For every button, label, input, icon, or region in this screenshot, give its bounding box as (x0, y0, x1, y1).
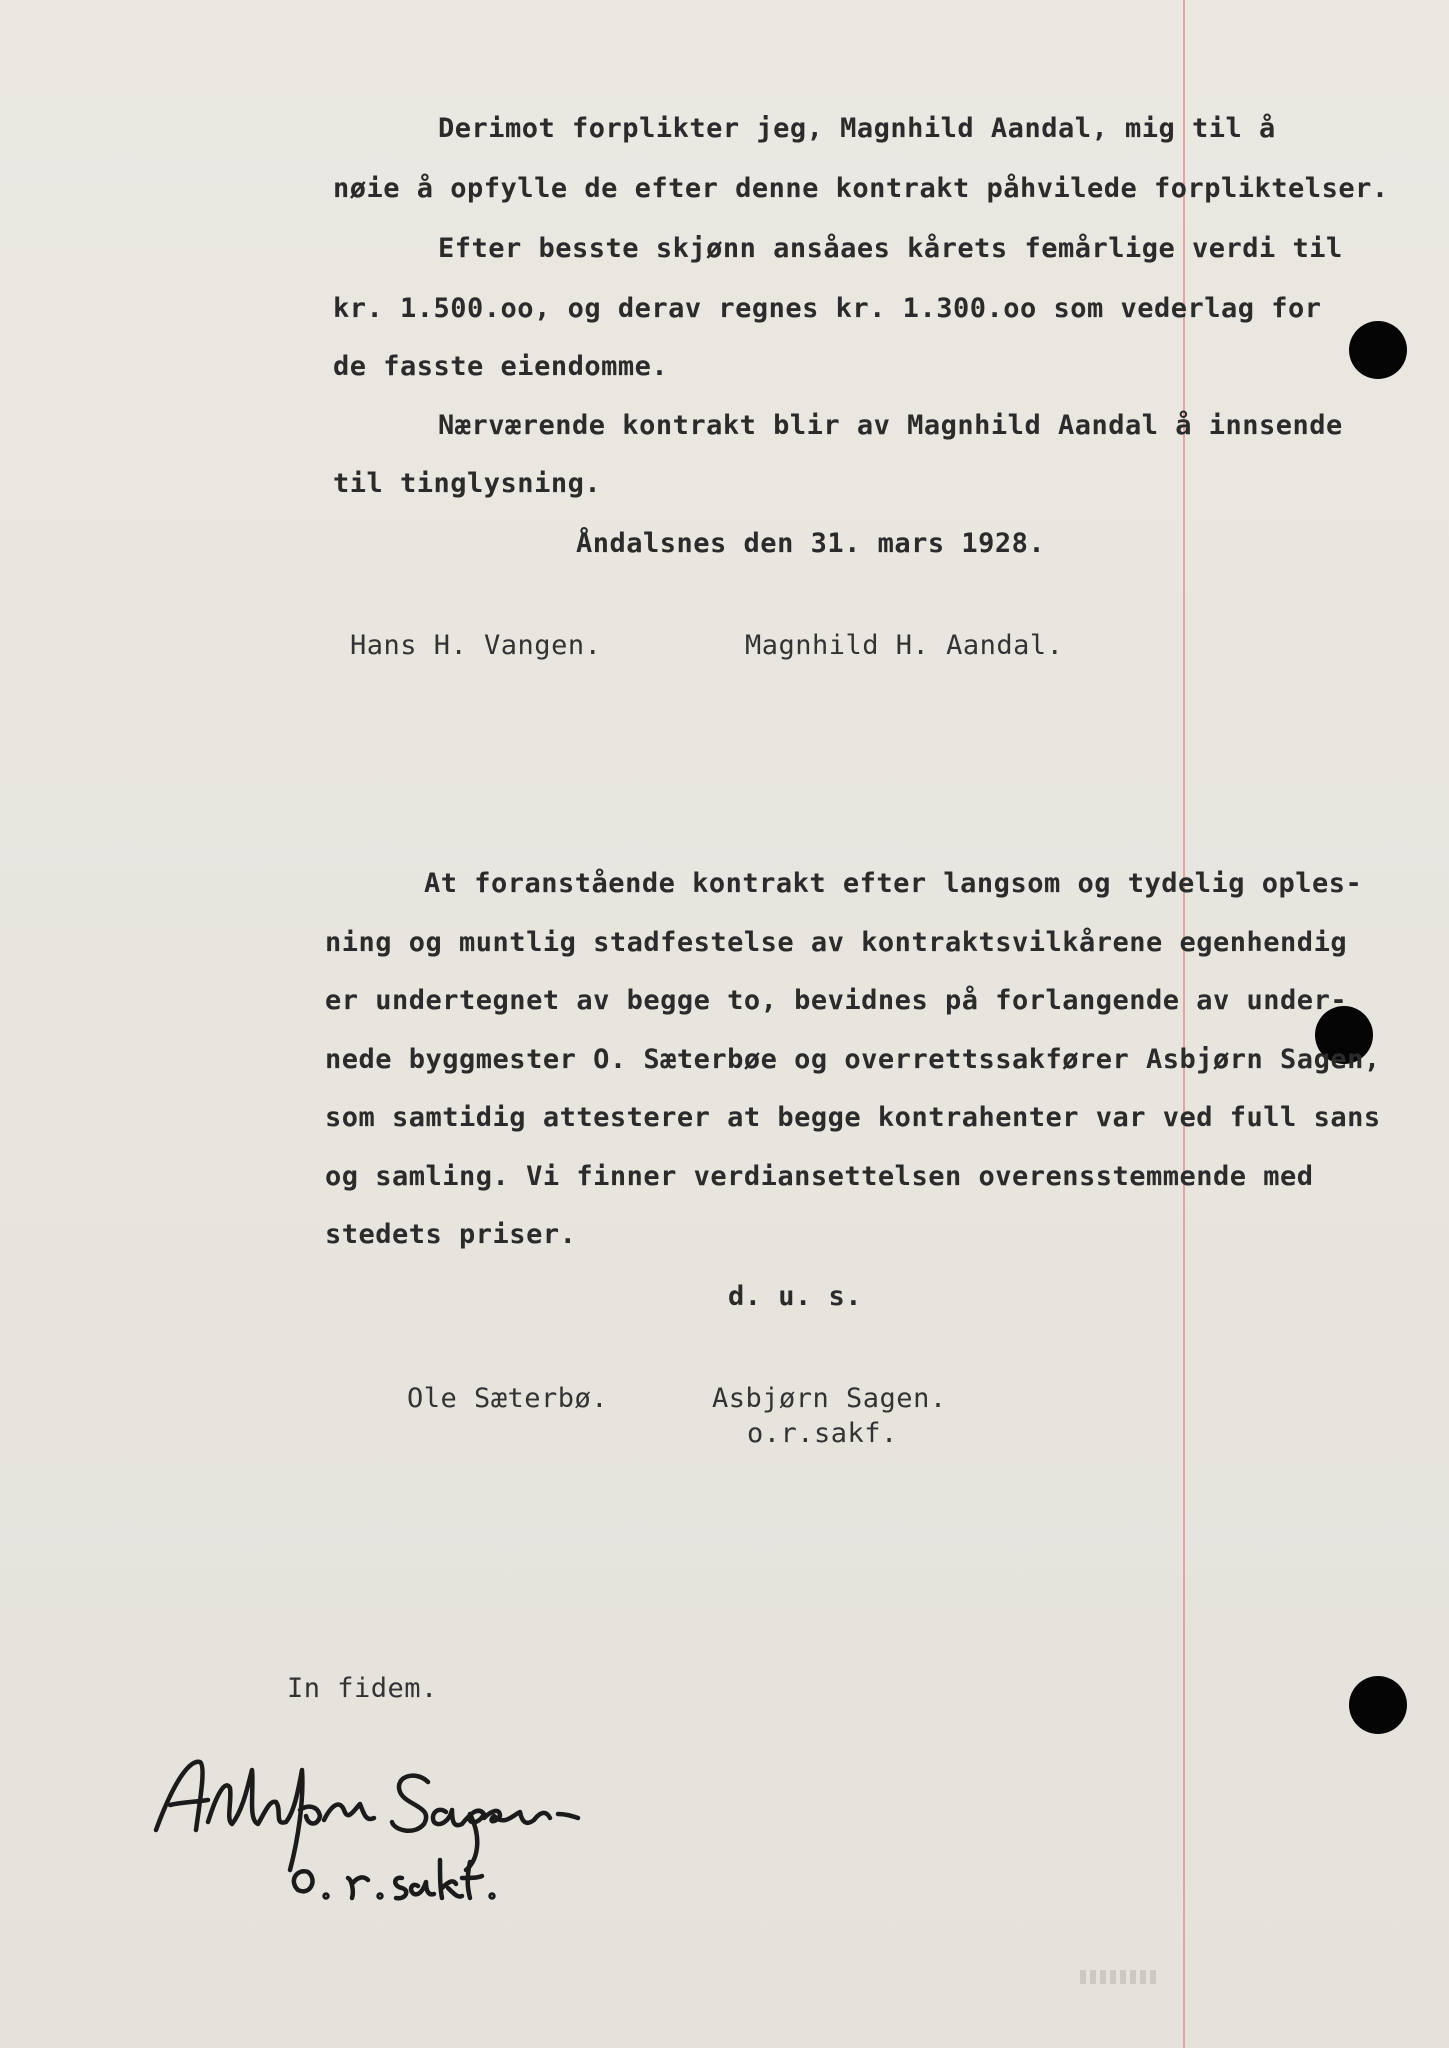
punch-hole-top (1349, 321, 1407, 379)
attestation-line5: som samtidig attesterer at begge kontrahenter var ved full sans (325, 1102, 1381, 1133)
witness-right: Asbjørn Sagen. (712, 1383, 947, 1414)
punch-hole-bottom (1349, 1676, 1407, 1734)
para1-line2: nøie å opfylle de efter denne kontrakt påhvilede forpliktelser. (333, 173, 1389, 204)
attestation-line3: er undertegnet av begge to, bevidnes på forlangende av under- (325, 985, 1348, 1016)
para3-line1: Nærværende kontrakt blir av Magnhild Aandal å innsende (438, 410, 1343, 441)
para1-line1: Derimot forplikter jeg, Magnhild Aandal, mig til å (438, 113, 1276, 144)
closing-dus: d. u. s. (728, 1281, 863, 1312)
attestation-line7: stedets priser. (325, 1219, 577, 1250)
para2-line3: de fasste eiendomme. (333, 351, 669, 382)
witness-left: Ole Sæterbø. (407, 1383, 609, 1414)
signature-drawing (148, 1730, 788, 1920)
in-fidem: In fidem. (287, 1673, 438, 1704)
handwritten-signature (148, 1730, 788, 1920)
witness-right-title: o.r.sakf. (747, 1418, 898, 1449)
signatory-right: Magnhild H. Aandal. (745, 630, 1064, 661)
para2-line1: Efter besste skjønn ansåaes kårets femårlige verdi til (438, 233, 1343, 264)
attestation-line4: nede byggmester O. Sæterbøe og overrettssakfører Asbjørn Sagen, (325, 1044, 1381, 1075)
para2-line2: kr. 1.500.oo, og derav regnes kr. 1.300.oo som vederlag for (333, 293, 1322, 324)
place-date: Åndalsnes den 31. mars 1928. (576, 528, 1046, 559)
attestation-line1: At foranstående kontrakt efter langsom og tydelig oples- (424, 868, 1363, 899)
attestation-line6: og samling. Vi finner verdiansettelsen overensstemmende med (325, 1161, 1314, 1192)
signatory-left: Hans H. Vangen. (350, 630, 602, 661)
para3-line2: til tinglysning. (333, 468, 602, 499)
faint-stamp-trace (1080, 1970, 1160, 1984)
attestation-line2: ning og muntlig stadfestelse av kontraktsvilkårene egenhendig (325, 927, 1348, 958)
